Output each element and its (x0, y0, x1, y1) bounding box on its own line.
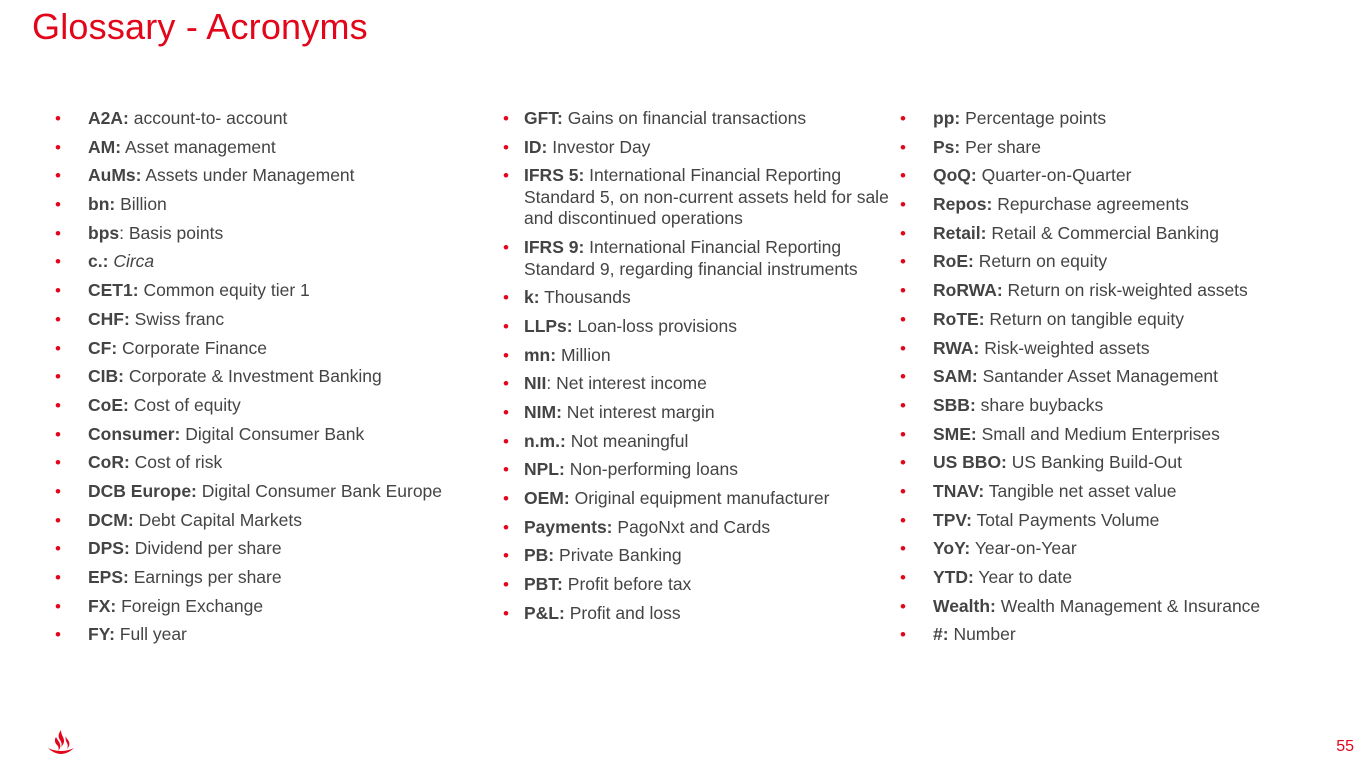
glossary-term: AM: (88, 136, 122, 157)
glossary-definition: Per share (965, 136, 1041, 157)
page-title: Glossary - Acronyms (32, 6, 368, 47)
glossary-definition: Retail & Commercial Banking (991, 222, 1219, 243)
glossary-item (503, 316, 888, 338)
glossary-item (55, 424, 475, 446)
glossary-item (503, 165, 888, 230)
glossary-term: RoTE: (933, 308, 985, 329)
glossary-item (900, 165, 1330, 187)
glossary-definition: Debt Capital Markets (138, 509, 302, 530)
glossary-item (900, 481, 1330, 503)
glossary-term: EPS: (88, 567, 129, 587)
glossary-definition: Risk-weighted assets (984, 337, 1150, 358)
glossary-item (55, 108, 475, 130)
glossary-definition: Original equipment manufacturer (574, 488, 830, 509)
glossary-term: CIB: (88, 366, 124, 387)
glossary-definition: International Financial Reporting Standard 9, regarding financial instruments (524, 237, 858, 279)
glossary-term: Repos: (933, 194, 993, 215)
glossary-item (55, 137, 475, 159)
glossary-term: Ps: (933, 136, 961, 157)
glossary-item (900, 309, 1330, 331)
glossary-item (55, 624, 475, 646)
glossary-item (55, 194, 475, 216)
glossary-term: Consumer: (88, 423, 181, 444)
glossary-item (55, 338, 475, 360)
glossary-item (900, 338, 1330, 360)
glossary-definition: Billion (120, 194, 167, 215)
glossary-term: #: (933, 624, 949, 645)
glossary-item (503, 237, 888, 280)
glossary-item (503, 545, 888, 567)
glossary-column-3 (900, 108, 1330, 653)
glossary-term: NII (524, 373, 547, 394)
glossary-item (900, 510, 1330, 532)
glossary-term: LLPs: (524, 315, 573, 336)
glossary-term: NPL: (524, 459, 565, 480)
glossary-term: IFRS 9: (524, 237, 585, 258)
glossary-definition: Repurchase agreements (997, 194, 1189, 215)
glossary-item (55, 251, 475, 273)
glossary-term: CET1: (88, 280, 139, 301)
glossary-definition: Thousands (544, 287, 631, 308)
glossary-item (503, 431, 888, 453)
glossary-definition: Swiss franc (134, 308, 225, 329)
glossary-item (503, 574, 888, 596)
glossary-definition: Corporate & Investment Banking (128, 366, 382, 387)
glossary-term: DCM: (88, 509, 134, 530)
glossary-term: RoRWA: (933, 280, 1003, 301)
glossary-term: Retail: (933, 222, 987, 243)
glossary-item (503, 488, 888, 510)
glossary-item (503, 517, 888, 539)
glossary-term: TPV: (933, 509, 972, 530)
glossary-term: P&L: (524, 602, 565, 623)
glossary-term: pp: (933, 108, 961, 128)
glossary-definition: Earnings per share (133, 567, 282, 587)
glossary-definition: Asset management (124, 136, 276, 157)
glossary-definition: Wealth Management & Insurance (1000, 595, 1261, 616)
glossary-item (900, 108, 1330, 130)
page-number: 55 (1336, 738, 1354, 755)
glossary-definition: : Basis points (119, 222, 224, 243)
glossary-definition: account-to- account (133, 108, 288, 128)
glossary-item (55, 280, 475, 302)
glossary-term: CHF: (88, 308, 130, 329)
glossary-definition: Year-on-Year (974, 538, 1077, 559)
glossary-definition: Digital Consumer Bank Europe (201, 480, 443, 501)
glossary-term: bn: (88, 194, 116, 215)
glossary-item (503, 108, 888, 130)
glossary-definition: Tangible net asset value (988, 480, 1177, 501)
glossary-term: n.m.: (524, 430, 566, 451)
glossary-item (900, 452, 1330, 474)
glossary-definition: Million (560, 344, 611, 365)
glossary-item (900, 567, 1330, 589)
glossary-item (900, 424, 1330, 446)
glossary-definition: share buybacks (980, 394, 1104, 415)
glossary-term: PB: (524, 545, 555, 566)
glossary-item (55, 538, 475, 560)
glossary-item (900, 366, 1330, 388)
glossary-definition: Year to date (978, 567, 1073, 587)
glossary-term: CoR: (88, 452, 130, 473)
glossary-definition: Full year (119, 624, 187, 645)
glossary-definition: Foreign Exchange (121, 595, 264, 616)
glossary-definition: International Financial Reporting Standard 5, on non-current assets held for sale and discontinued operations (524, 165, 889, 229)
glossary-definition: Loan-loss provisions (577, 315, 738, 336)
glossary-term: NIM: (524, 402, 562, 422)
glossary-item (503, 345, 888, 367)
glossary-definition: Digital Consumer Bank (185, 423, 365, 444)
glossary-definition: Investor Day (552, 136, 651, 157)
glossary-term: k: (524, 287, 540, 308)
glossary-term: YTD: (933, 567, 974, 587)
glossary-definition: Percentage points (965, 108, 1107, 128)
glossary-term: A2A: (88, 108, 129, 128)
glossary-item (55, 510, 475, 532)
glossary-definition: Gains on financial transactions (567, 108, 807, 128)
glossary-definition: Corporate Finance (122, 337, 267, 358)
glossary-term: SBB: (933, 394, 976, 415)
glossary-item (503, 603, 888, 625)
glossary-term: Wealth: (933, 595, 996, 616)
glossary-item (55, 481, 475, 503)
glossary-term: PBT: (524, 574, 563, 595)
glossary-item (503, 402, 888, 424)
glossary-item (900, 280, 1330, 302)
glossary-item (900, 251, 1330, 273)
glossary-term: ID: (524, 136, 548, 157)
glossary-item (55, 452, 475, 474)
glossary-term: SAM: (933, 366, 978, 387)
glossary-term: RoE: (933, 251, 974, 272)
glossary-term: IFRS 5: (524, 165, 585, 186)
glossary-item (55, 165, 475, 187)
glossary-item (503, 137, 888, 159)
glossary-definition: Return on risk-weighted assets (1007, 280, 1248, 301)
glossary-definition: Dividend per share (134, 538, 282, 559)
santander-flame-icon (46, 728, 76, 756)
glossary-term: bps (88, 222, 120, 243)
glossary-item (55, 223, 475, 245)
glossary-item (503, 373, 888, 395)
glossary-item (55, 596, 475, 618)
glossary-definition: Return on equity (978, 251, 1108, 272)
glossary-term: TNAV: (933, 480, 985, 501)
glossary-definition: US Banking Build-Out (1011, 452, 1182, 473)
glossary-item (900, 538, 1330, 560)
glossary-item (55, 309, 475, 331)
glossary-term: mn: (524, 344, 557, 365)
glossary-item (55, 366, 475, 388)
glossary-definition: Assets under Management (145, 165, 355, 186)
glossary-term: GFT: (524, 108, 563, 128)
glossary-definition: Santander Asset Management (982, 366, 1219, 387)
glossary-item (900, 624, 1330, 646)
glossary-term: US BBO: (933, 452, 1007, 473)
glossary-term: FY: (88, 624, 115, 645)
glossary-term: CF: (88, 337, 118, 358)
glossary-definition: Cost of risk (134, 452, 223, 473)
glossary-item (503, 287, 888, 309)
glossary-definition: Cost of equity (133, 394, 241, 415)
glossary-term: AuMs: (88, 165, 142, 186)
glossary-definition: Small and Medium Enterprises (981, 423, 1220, 444)
glossary-item (55, 567, 475, 589)
glossary-definition: Not meaningful (570, 430, 689, 451)
glossary-definition: Circa (113, 251, 155, 272)
glossary-term: DCB Europe: (88, 480, 197, 501)
glossary-definition: Profit and loss (569, 602, 681, 623)
glossary-term: RWA: (933, 337, 980, 358)
glossary-definition: Total Payments Volume (976, 509, 1160, 530)
glossary-term: FX: (88, 595, 117, 616)
glossary-item (900, 194, 1330, 216)
glossary-definition: Non-performing loans (569, 459, 738, 480)
glossary-definition: Profit before tax (567, 574, 692, 595)
glossary-term: SME: (933, 423, 977, 444)
glossary-item (503, 459, 888, 481)
glossary-term: Payments: (524, 516, 613, 537)
glossary-definition: Number (953, 624, 1016, 645)
glossary-term: OEM: (524, 488, 570, 509)
glossary-definition: Private Banking (559, 545, 682, 566)
glossary-definition: PagoNxt and Cards (617, 516, 771, 537)
glossary-definition: Quarter-on-Quarter (981, 165, 1132, 186)
glossary-column-2 (503, 108, 888, 632)
glossary-term: DPS: (88, 538, 130, 559)
glossary-item (900, 395, 1330, 417)
glossary-term: c.: (88, 251, 109, 272)
glossary-definition: Common equity tier 1 (143, 280, 310, 301)
glossary-definition: : Net interest income (546, 373, 707, 394)
glossary-column-1 (55, 108, 475, 653)
glossary-definition: Net interest margin (566, 402, 715, 422)
glossary-item (900, 137, 1330, 159)
glossary-item (55, 395, 475, 417)
glossary-term: CoE: (88, 394, 129, 415)
glossary-term: QoQ: (933, 165, 977, 186)
glossary-item (900, 223, 1330, 245)
glossary-term: YoY: (933, 538, 971, 559)
glossary-definition: Return on tangible equity (989, 308, 1184, 329)
glossary-item (900, 596, 1330, 618)
